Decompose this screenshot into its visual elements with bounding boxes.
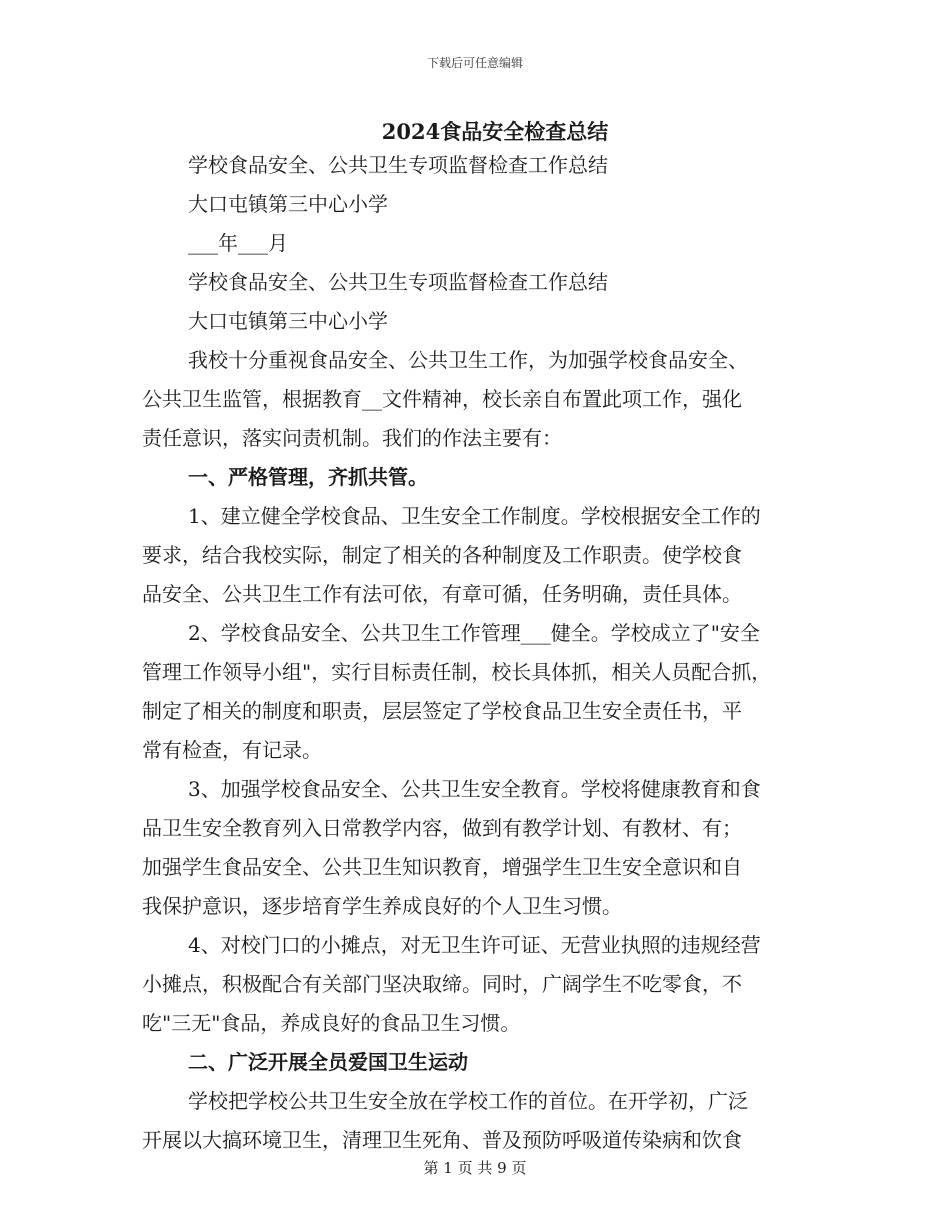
section-heading: 一、严格管理，齐抓共管。 [188,465,428,489]
page-header-note: 下载后可任意编辑 [426,56,523,70]
paragraph-line: 学校把学校公共卫生安全放在学校工作的首位。在开学初，广泛 [188,1089,748,1113]
paragraph-line: 品安全、公共卫生工作有法可依，有章可循，任务明确，责任具体。 [142,582,742,606]
subtitle-line: 学校食品安全、公共卫生专项监督检查工作总结 [188,153,608,177]
paragraph-line: 责任意识，落实问责机制。我们的作法主要有： [142,426,562,450]
paragraph-line: 要求，结合我校实际，制定了相关的各种制度及工作职责。使学校食 [142,543,742,567]
section-heading: 二、广泛开展全员爱国卫生运动 [188,1050,468,1074]
paragraph-line: 吃"三无"食品，养成良好的食品卫生习惯。 [142,1011,521,1035]
paragraph-line: 4、对校门口的小摊点，对无卫生许可证、无营业执照的违规经营 [188,933,761,957]
paragraph-line: 3、加强学校食品安全、公共卫生安全教育。学校将健康教育和食 [188,777,761,801]
school-name-line: 大口屯镇第三中心小学 [188,309,388,333]
paragraph-line: 管理工作领导小组"，实行目标责任制，校长具体抓，相关人员配合抓， [142,660,772,684]
paragraph-line: 小摊点，积极配合有关部门坚决取缔。同时，广阔学生不吃零食，不 [142,972,742,996]
paragraph-line: 我校十分重视食品安全、公共卫生工作，为加强学校食品安全、 [188,348,748,372]
document-title: 2024食品安全检查总结 [381,119,609,144]
paragraph-line: 品卫生安全教育列入日常教学内容，做到有教学计划、有教材、有； [142,816,742,840]
paragraph-line: 开展以大搞环境卫生，清理卫生死角、普及预防呼吸道传染病和饮食 [142,1128,742,1152]
page-number: 第 1 页 共 9 页 [423,1159,527,1177]
paragraph-line: 我保护意识，逐步培育学生养成良好的个人卫生习惯。 [142,894,622,918]
paragraph-line: 1、建立健全学校食品、卫生安全工作制度。学校根据安全工作的 [188,504,761,528]
paragraph-line: 加强学生食品安全、公共卫生知识教育，增强学生卫生安全意识和自 [142,855,742,879]
paragraph-line: 公共卫生监管，根据教育__文件精神，校长亲自布置此项工作，强化 [142,387,742,411]
document-body [142,146,822,1160]
date-line: ___年___月 [188,231,288,255]
subtitle-line: 学校食品安全、公共卫生专项监督检查工作总结 [188,270,608,294]
paragraph-line: 常有检查，有记录。 [142,738,322,762]
school-name-line: 大口屯镇第三中心小学 [188,192,388,216]
paragraph-line: 2、学校食品安全、公共卫生工作管理___健全。学校成立了"安全 [188,621,760,645]
paragraph-line: 制定了相关的制度和职责，层层签定了学校食品卫生安全责任书，平 [142,699,742,723]
